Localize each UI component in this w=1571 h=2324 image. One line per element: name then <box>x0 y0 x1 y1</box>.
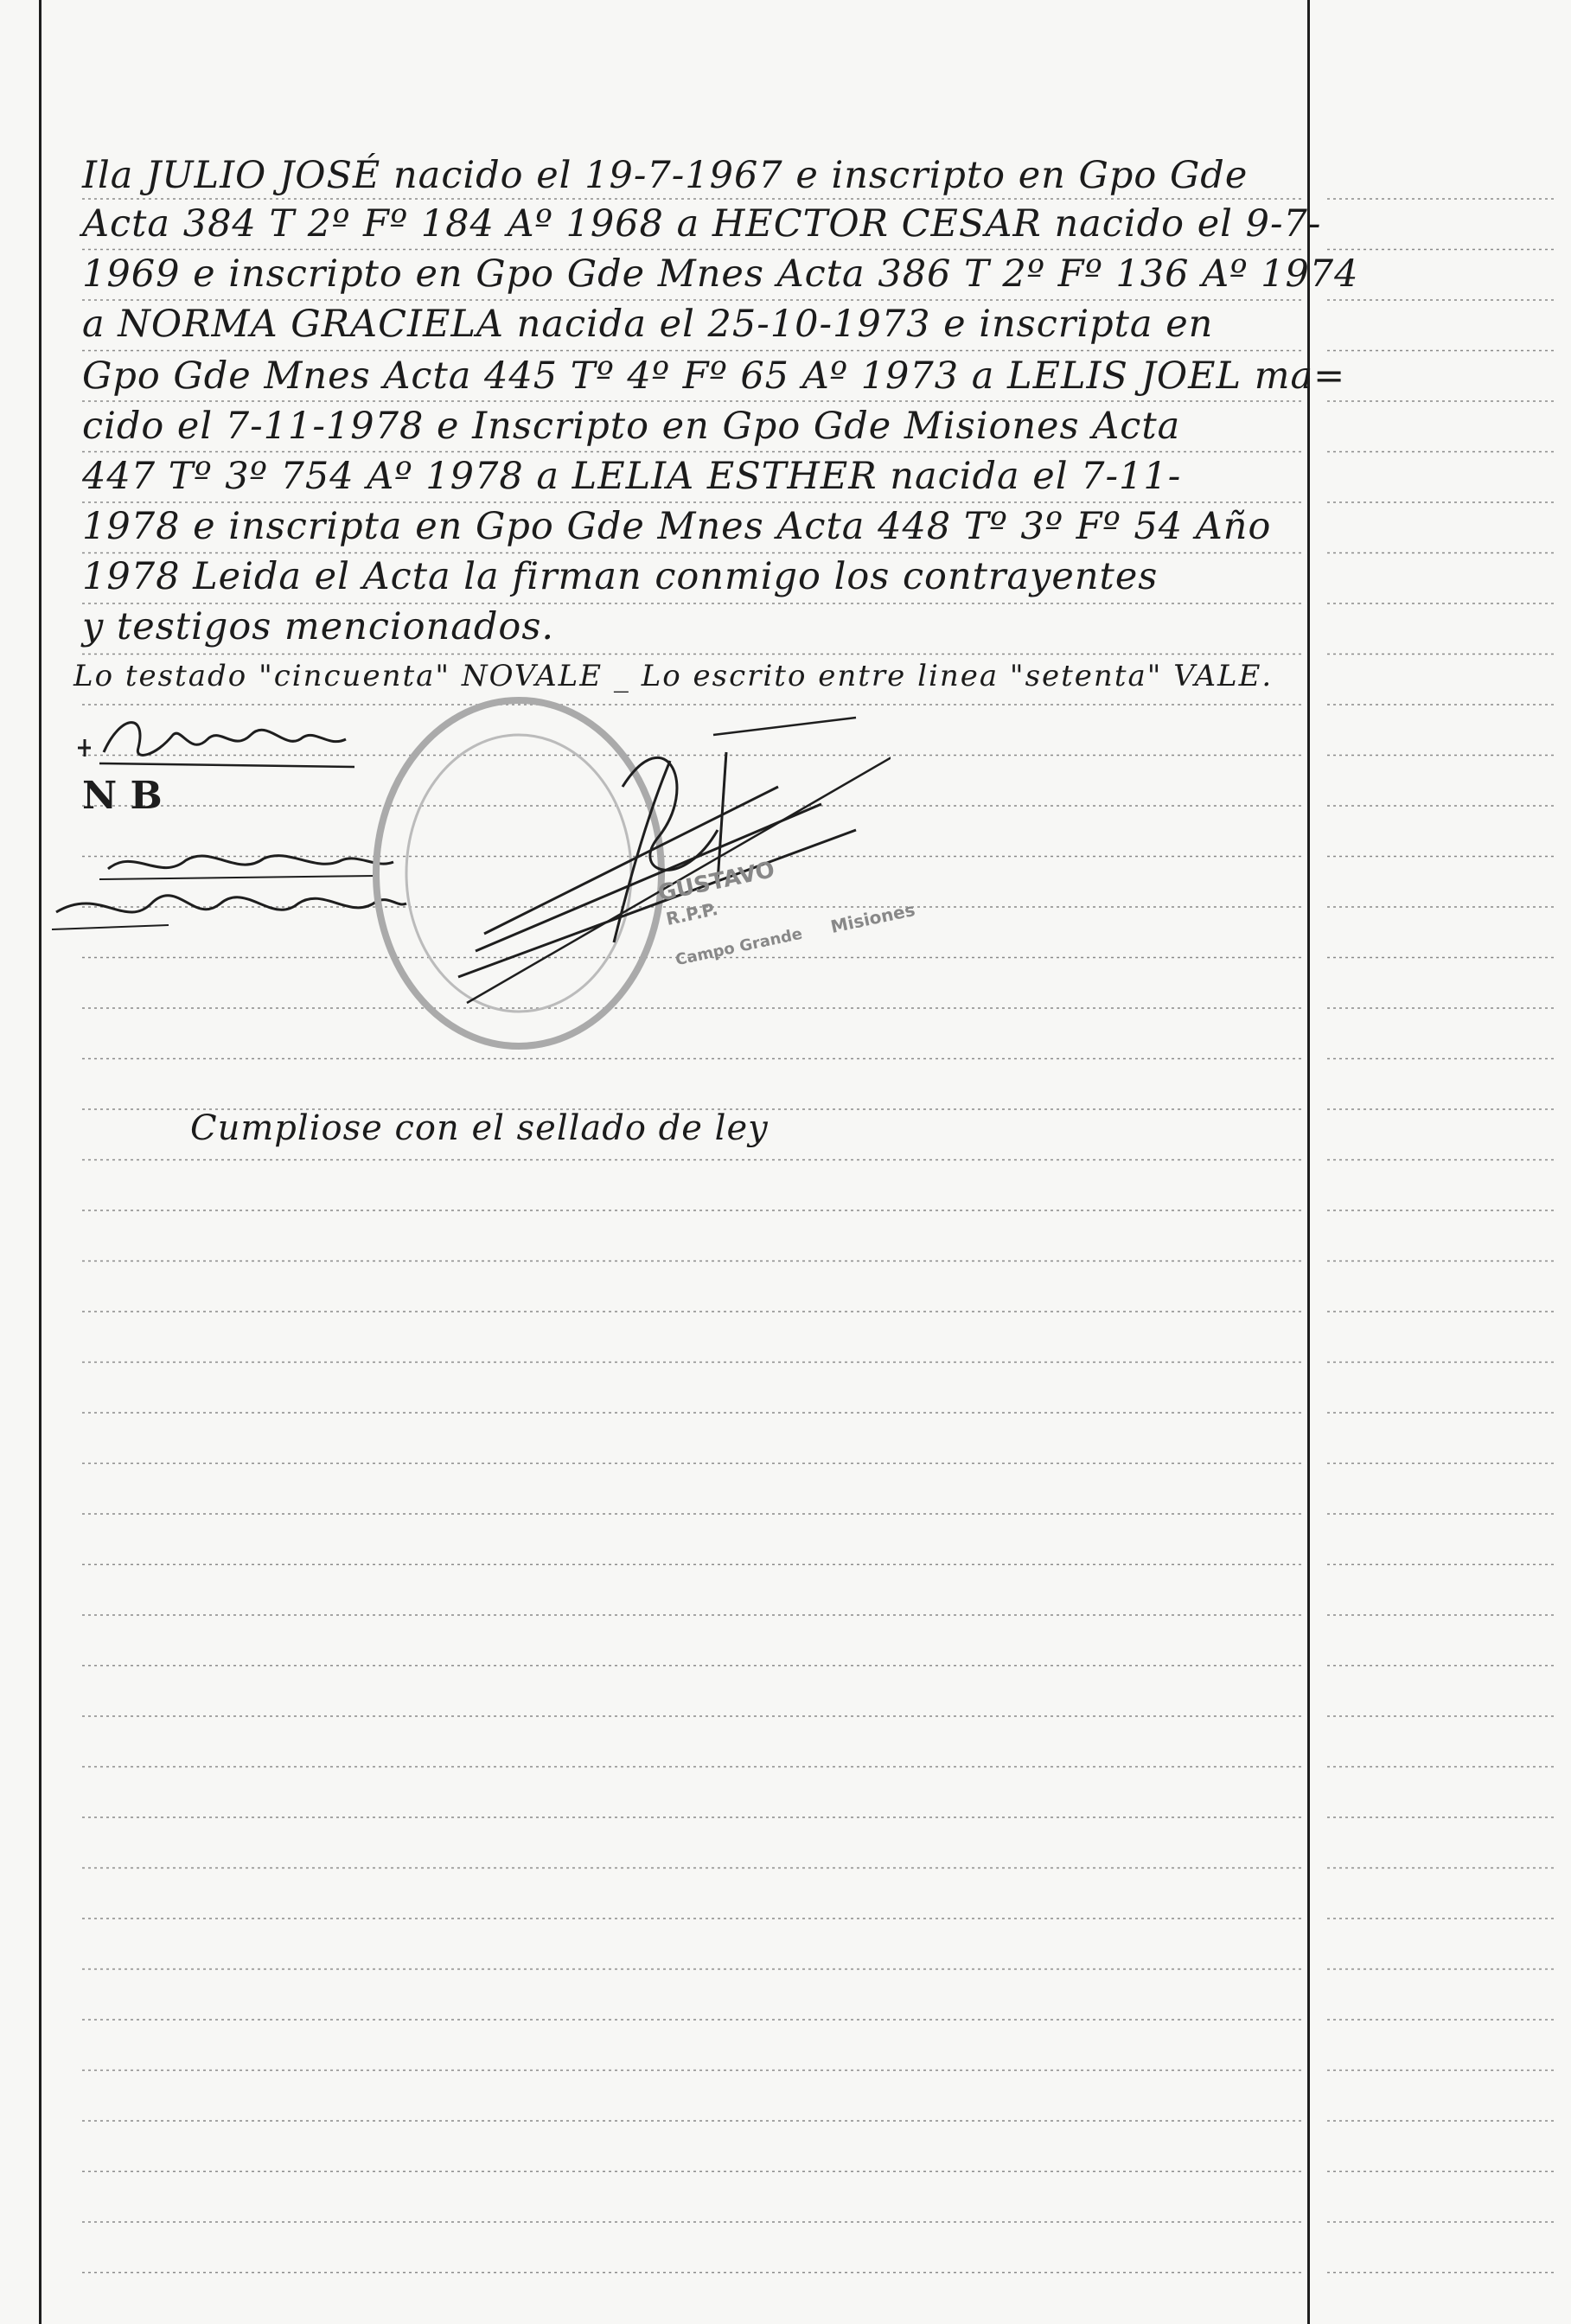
stamp-text-2: R.P.P. <box>664 897 720 930</box>
signature-bottom-left <box>48 843 411 947</box>
initials-mark: N B <box>82 774 163 818</box>
marginal-note: Lo testado "cincuenta" NOVALE _ Lo escrito entre linea "setenta" VALE. <box>73 659 1274 693</box>
record-line-7: 447 Tº 3º 754 Aº 1978 a LELIA ESTHER nacida el 7-11- <box>82 455 1182 498</box>
stamp-text-4: Campo Grande <box>674 924 804 970</box>
record-line-9: 1978 Leida el Acta la firman conmigo los contrayentes <box>82 555 1159 598</box>
official-stamp <box>372 683 891 1063</box>
stamp-text-1: GUSTAVO <box>655 857 777 907</box>
stamp-text-3: Misiones <box>828 898 917 938</box>
record-line-1: Ila JULIO JOSÉ nacido el 19-7-1967 e inscripto en Gpo Gde <box>82 154 1248 197</box>
record-line-4: a NORMA GRACIELA nacida el 25-10-1973 e inscripta en <box>82 303 1214 346</box>
record-line-5: Gpo Gde Mnes Acta 445 Tº 4º Fº 65 Aº 1973 a LELIS JOEL ma= <box>82 354 1346 398</box>
record-line-10: y testigos mencionados. <box>82 605 555 648</box>
record-line-6: cido el 7-11-1978 e Inscripto en Gpo Gde Misiones Acta <box>82 405 1181 448</box>
signature-top-left <box>69 705 363 774</box>
record-line-8: 1978 e inscripta en Gpo Gde Mnes Acta 448 Tº 3º Fº 54 Año <box>82 505 1272 548</box>
record-line-3: 1969 e inscripto en Gpo Gde Mnes Acta 386 T 2º Fº 136 Aº 1974 <box>82 252 1359 296</box>
closing-note: Cumpliose con el sellado de ley <box>190 1108 769 1148</box>
record-line-2: Acta 384 T 2º Fº 184 Aº 1968 a HECTOR CESAR nacido el 9-7- <box>82 202 1322 246</box>
